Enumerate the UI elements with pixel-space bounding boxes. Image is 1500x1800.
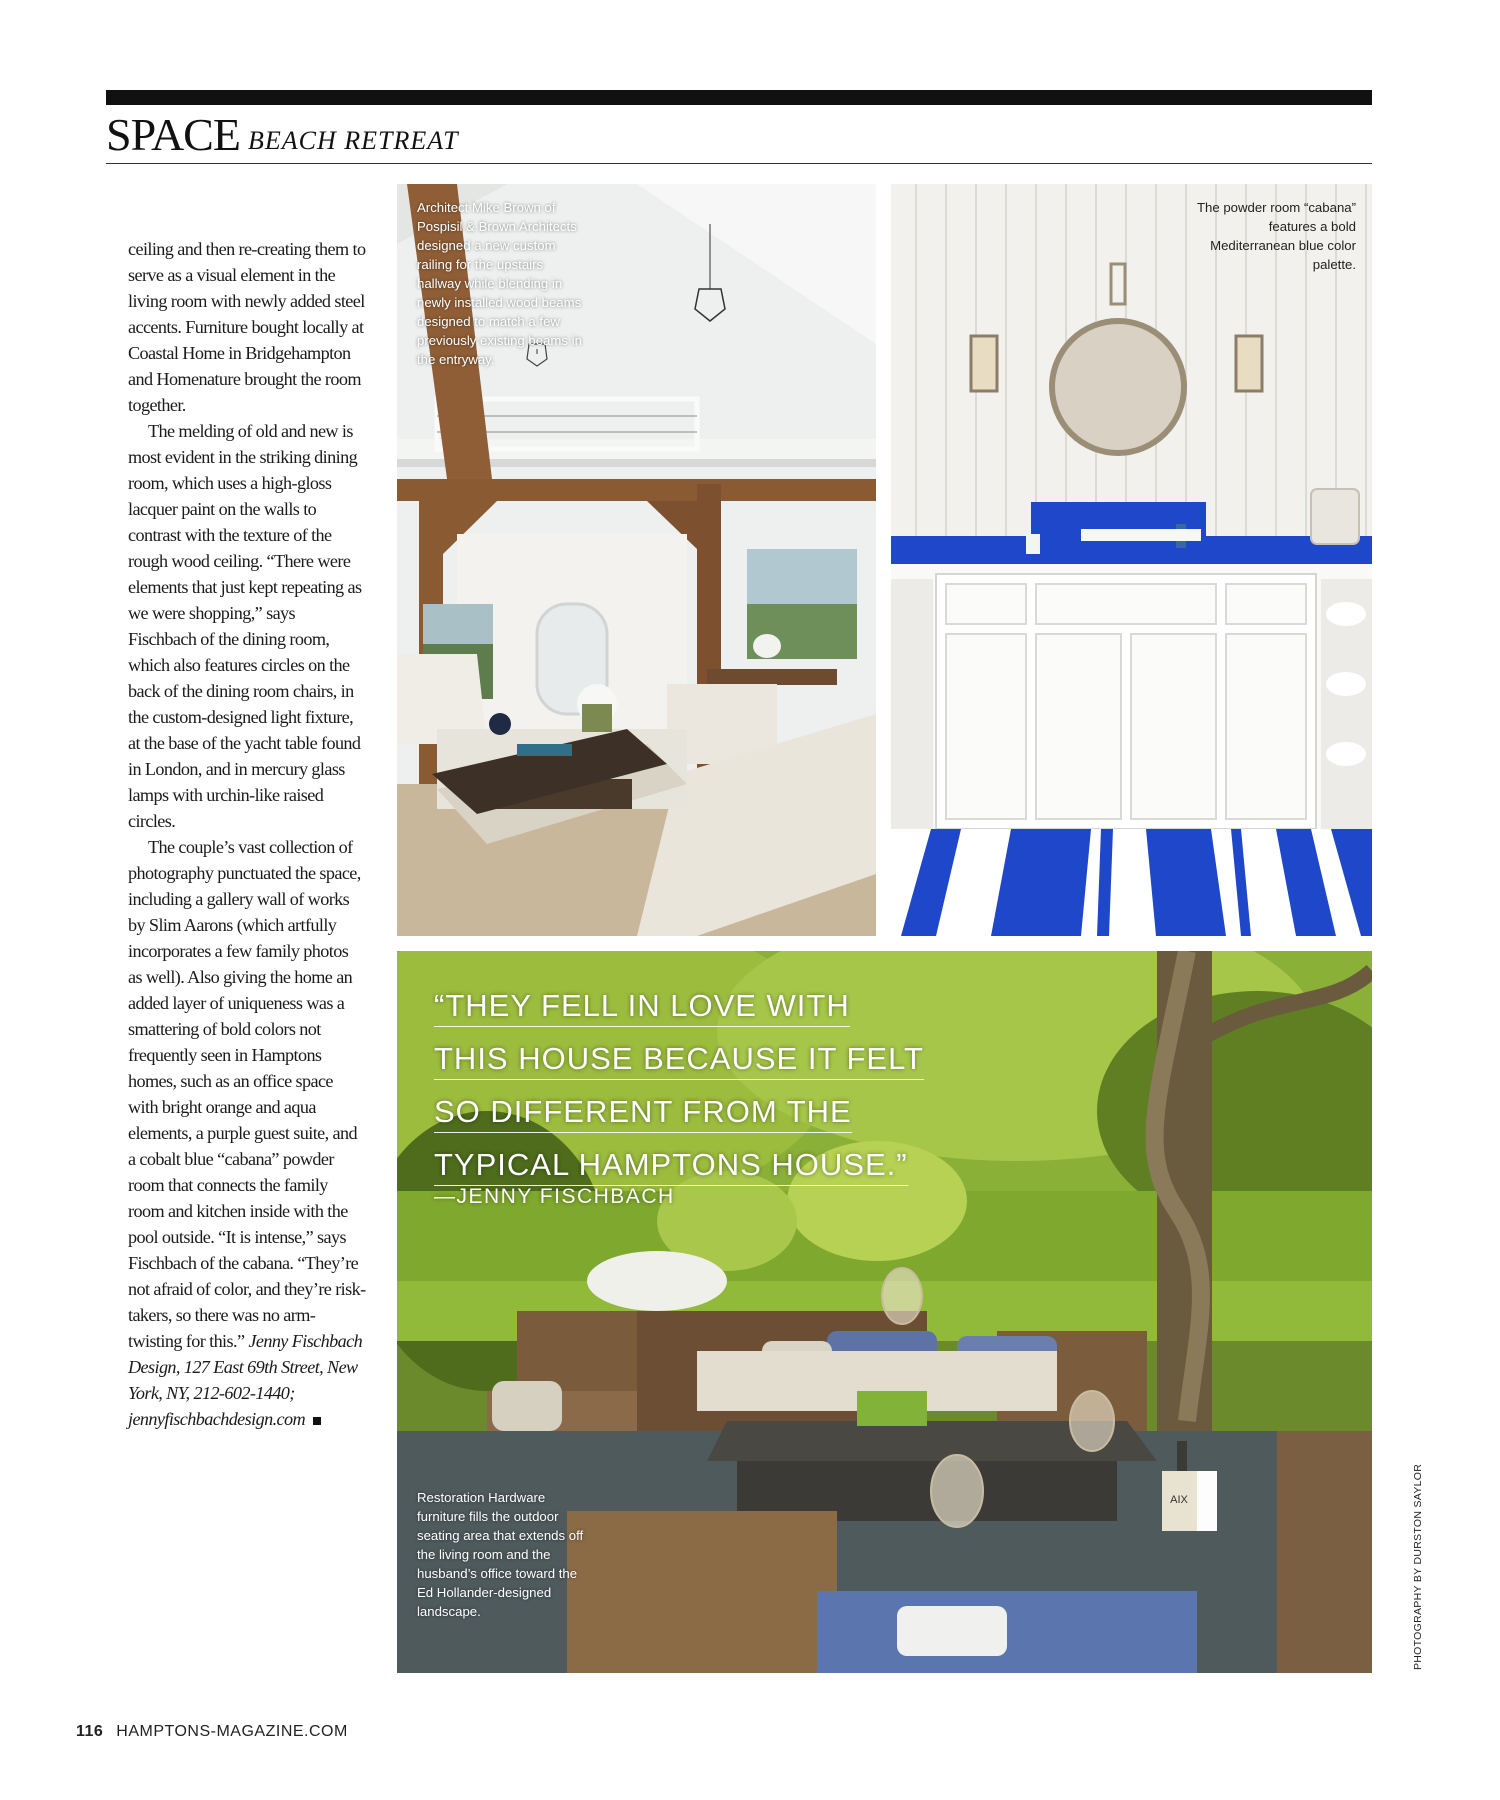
page-number: 116 <box>76 1723 104 1740</box>
header-rule <box>106 163 1372 164</box>
paragraph-3 <box>128 834 366 1432</box>
quote-line: “THEY FELL IN LOVE WITH <box>434 986 850 1027</box>
quote-line: TYPICAL HAMPTONS HOUSE.” <box>434 1145 908 1186</box>
article-body <box>128 236 366 1432</box>
paragraph-1: ceiling and then re-creating them to serve as a visual element in the living room with newly added steel accents. Furniture bought locally at Coastal Home in Bridgehampton and Homenature brought the room together. <box>128 239 366 415</box>
footer-site: HAMPTONS-MAGAZINE.COM <box>116 1723 348 1740</box>
outdoor-caption: Restoration Hardware furniture fills the outdoor seating area that extends off the living room and the husband’s office toward the Ed Hollander-designed landscape. <box>417 1490 584 1619</box>
paragraph-3-text: The couple’s vast collection of photography punctuated the space, including a gallery wall of works by Slim Aarons (which artfully incorporates a few family photos as well). Also giving the home an added layer of uniqueness was a smattering of bold colors not frequently seen in Hamptons homes, such as an office space with bright orange and aqua elements, a purple guest suite, and a cobalt blue “cabana” powder room that connects the family room and kitchen inside with the pool outside. “It is intense,” says Fischbach of the cabana. “They’re not afraid of color, and they’re risk-takers, so there was no arm-twisting for this.” <box>128 837 366 1351</box>
end-mark-icon <box>313 1417 321 1425</box>
pull-quote <box>434 982 994 1194</box>
section-header <box>106 108 1372 162</box>
quote-line: SO DIFFERENT FROM THE <box>434 1092 852 1133</box>
designer-address: Jenny Fischbach Design, 127 East 69th Street, New York, NY, 212-602-1440; jennyfischbachdesign.com <box>128 1331 363 1429</box>
section-subtitle: BEACH RETREAT <box>248 126 459 155</box>
photo-credit: PHOTOGRAPHY BY DURSTON SAYLOR <box>1412 1463 1424 1670</box>
quote-line: THIS HOUSE BECAUSE IT FELT <box>434 1039 924 1080</box>
paragraph-2: The melding of old and new is most evident in the striking dining room, which uses a high-gloss lacquer paint on the walls to contrast with the texture of the rough wood ceiling. “There were elements that just kept repeating as we were shopping,” says Fischbach of the dining room, which also features circles on the back of the dining room chairs, in the custom-designed light fixture, at the base of the yacht table found in London, and in mercury glass lamps with urchin-like raised circles. <box>128 421 362 831</box>
section-title: SPACE <box>106 109 240 160</box>
powder-room-caption: The powder room “cabana” features a bold Mediterranean blue color palette. <box>1196 200 1356 272</box>
quote-attribution: —JENNY FISCHBACH <box>434 1185 675 1208</box>
page-footer <box>76 1723 348 1741</box>
top-rule <box>106 90 1372 105</box>
living-room-caption: Architect Mike Brown of Pospisil & Brown Architects designed a new custom railing for the upstairs hallway while blending in newly installed wood beams designed to match a few previously existing beams in the entryway. <box>417 200 582 367</box>
powder-room-photo <box>891 184 1372 936</box>
bottle-label: AIX <box>1170 1494 1188 1506</box>
